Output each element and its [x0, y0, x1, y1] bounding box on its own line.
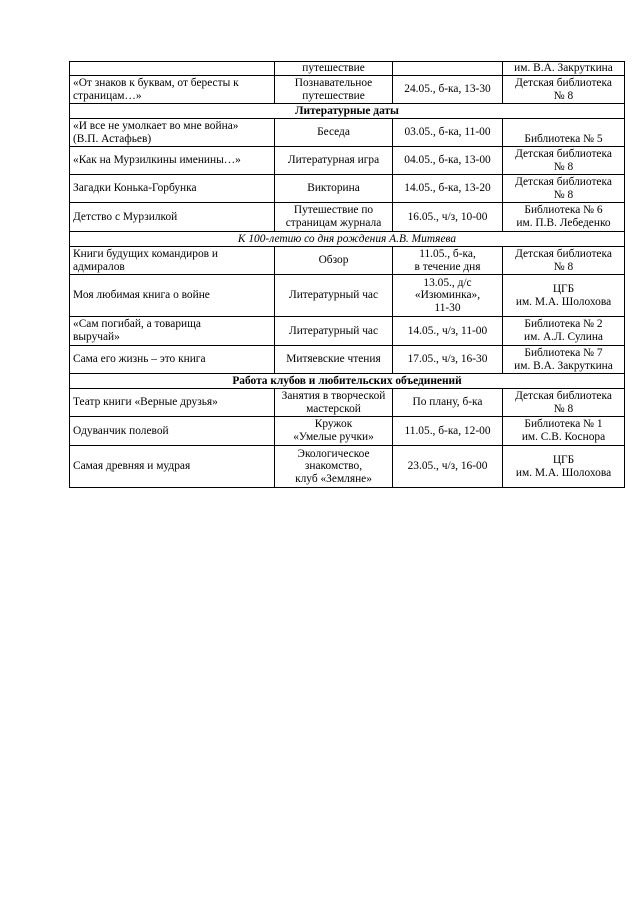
event-format-cell: Обзор [275, 247, 393, 275]
section-header: Работа клубов и любительских объединений [70, 374, 625, 389]
event-format-cell: Путешествие по страницам журнала [275, 203, 393, 232]
event-format-cell: Беседа [275, 119, 393, 147]
event-format-cell: Литературный час [275, 317, 393, 346]
event-format-cell: Митяевские чтения [275, 346, 393, 374]
event-format-cell: Кружок «Умелые ручки» [275, 417, 393, 446]
table-row [70, 175, 625, 203]
event-title-cell: Самая древняя и мудрая [70, 446, 275, 488]
event-library-cell: ЦГБ им. М.А. Шолохова [503, 275, 625, 317]
event-library-cell: ЦГБ им. М.А. Шолохова [503, 446, 625, 488]
event-title-cell [70, 62, 275, 76]
event-title-cell: «И все не умолкает во мне война» (В.П. Астафьев) [70, 119, 275, 147]
event-library-cell: Библиотека № 1 им. С.В. Коснора [503, 417, 625, 446]
table-row [70, 389, 625, 417]
event-format-cell: Познавательное путешествие [275, 76, 393, 104]
event-title-cell: Детство с Мурзилкой [70, 203, 275, 232]
event-title-cell: Театр книги «Верные друзья» [70, 389, 275, 417]
table-row [70, 76, 625, 104]
event-title-cell: Сама его жизнь – это книга [70, 346, 275, 374]
events-table-body [70, 62, 625, 488]
table-row [70, 275, 625, 317]
event-date-place-cell: 23.05., ч/з, 16-00 [393, 446, 503, 488]
section-header-row [70, 104, 625, 119]
event-date-place-cell: 17.05., ч/з, 16-30 [393, 346, 503, 374]
event-title-cell: «От знаков к буквам, от бересты к страницам…» [70, 76, 275, 104]
event-library-cell: Библиотека № 5 [503, 119, 625, 147]
event-library-cell: Детская библиотека № 8 [503, 147, 625, 175]
event-date-place-cell: 14.05., ч/з, 11-00 [393, 317, 503, 346]
table-row [70, 203, 625, 232]
event-format-cell: Литературный час [275, 275, 393, 317]
event-library-cell: Детская библиотека № 8 [503, 247, 625, 275]
event-format-cell: Литературная игра [275, 147, 393, 175]
event-library-cell: им. В.А. Закруткина [503, 62, 625, 76]
event-date-place-cell: 03.05., б-ка, 11-00 [393, 119, 503, 147]
section-header: Литературные даты [70, 104, 625, 119]
event-format-cell: путешествие [275, 62, 393, 76]
event-title-cell: Загадки Конька-Горбунка [70, 175, 275, 203]
section-header: К 100-летию со дня рождения А.В. Митяева [70, 232, 625, 247]
section-header-row [70, 374, 625, 389]
table-row [70, 346, 625, 374]
event-library-cell: Детская библиотека № 8 [503, 389, 625, 417]
event-date-place-cell: 11.05., б-ка, в течение дня [393, 247, 503, 275]
event-date-place-cell: 13.05., д/с «Изюминка», 11-30 [393, 275, 503, 317]
event-library-cell: Библиотека № 6 им. П.В. Лебеденко [503, 203, 625, 232]
table-row [70, 147, 625, 175]
event-format-cell: Викторина [275, 175, 393, 203]
event-library-cell: Детская библиотека № 8 [503, 175, 625, 203]
event-format-cell: Занятия в творческой мастерской [275, 389, 393, 417]
event-format-cell: Экологическое знакомство, клуб «Земляне» [275, 446, 393, 488]
table-row [70, 247, 625, 275]
event-title-cell: «Сам погибай, а товарища выручай» [70, 317, 275, 346]
event-date-place-cell: 16.05., ч/з, 10-00 [393, 203, 503, 232]
event-date-place-cell: По плану, б-ка [393, 389, 503, 417]
section-header-row [70, 232, 625, 247]
event-library-cell: Библиотека № 7 им. В.А. Закруткина [503, 346, 625, 374]
table-row [70, 446, 625, 488]
event-date-place-cell: 11.05., б-ка, 12-00 [393, 417, 503, 446]
table-row [70, 62, 625, 76]
event-title-cell: «Как на Мурзилкины именины…» [70, 147, 275, 175]
table-row [70, 317, 625, 346]
event-library-cell: Детская библиотека № 8 [503, 76, 625, 104]
event-library-cell: Библиотека № 2 им. А.Л. Сулина [503, 317, 625, 346]
event-date-place-cell [393, 62, 503, 76]
event-date-place-cell: 24.05., б-ка, 13-30 [393, 76, 503, 104]
event-date-place-cell: 14.05., б-ка, 13-20 [393, 175, 503, 203]
table-row [70, 119, 625, 147]
table-row [70, 417, 625, 446]
event-title-cell: Одуванчик полевой [70, 417, 275, 446]
event-date-place-cell: 04.05., б-ка, 13-00 [393, 147, 503, 175]
events-table [69, 61, 625, 488]
event-title-cell: Моя любимая книга о войне [70, 275, 275, 317]
event-title-cell: Книги будущих командиров и адмиралов [70, 247, 275, 275]
